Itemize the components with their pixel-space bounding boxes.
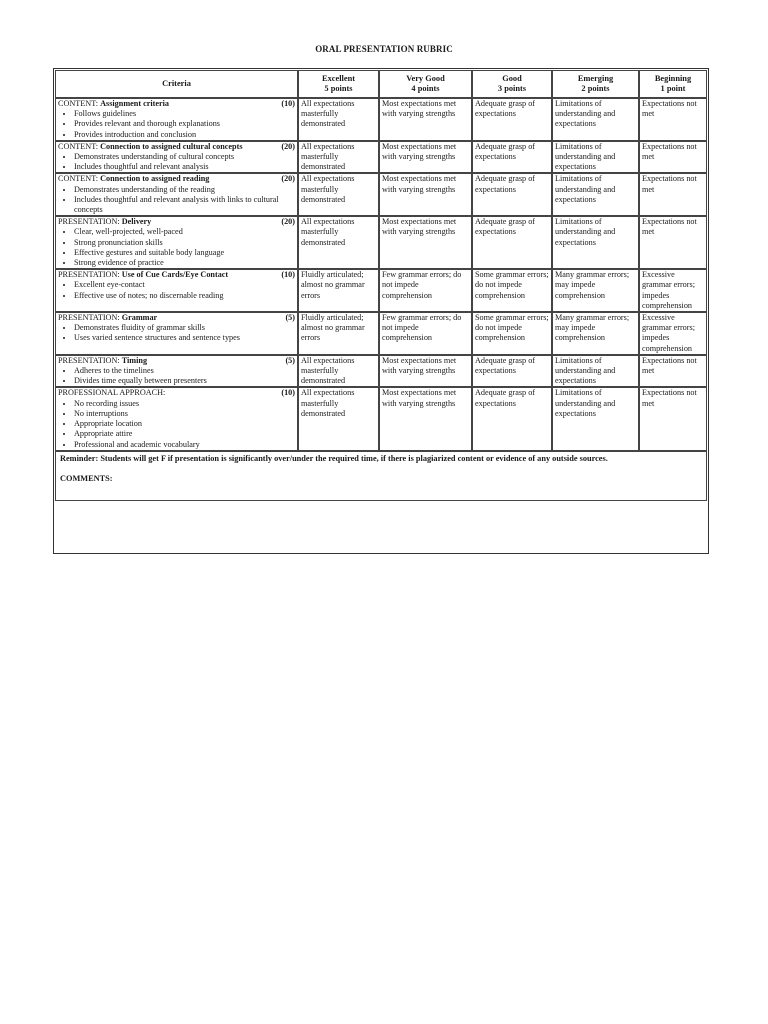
criterion-category: CONTENT:	[58, 99, 99, 108]
criterion-row	[55, 269, 707, 312]
criterion-heading	[58, 356, 295, 366]
level-cell-very-good: Most expectations met with varying strengths	[379, 216, 472, 269]
criterion-heading	[58, 174, 295, 184]
criterion-cell	[55, 269, 298, 312]
bullet-item: • No recording issues	[74, 399, 295, 409]
criterion-weight: (5)	[285, 313, 295, 323]
level-cell-emerging: Limitations of understanding and expectations	[552, 355, 639, 388]
level-cell-excellent: Fluidly articulated; almost no grammar errors	[298, 312, 379, 355]
footer-row	[55, 451, 707, 501]
footer-cell	[55, 451, 707, 501]
level-cell-excellent: All expectations masterfully demonstrated	[298, 387, 379, 450]
criterion-name: Use of Cue Cards/Eye Contact	[121, 270, 229, 280]
criterion-weight: (20)	[281, 174, 295, 184]
level-cell-emerging: Limitations of understanding and expectations	[552, 173, 639, 216]
level-cell-good: Some grammar errors; do not impede comprehension	[472, 269, 552, 312]
bullet-item: • Adheres to the timelines	[74, 366, 295, 376]
criterion-title	[58, 356, 147, 366]
criterion-bullets	[58, 152, 295, 172]
level-cell-beginning: Expectations not met	[639, 387, 707, 450]
level-cell-beginning: Expectations not met	[639, 173, 707, 216]
criterion-bullets	[58, 280, 295, 300]
level-cell-good: Some grammar errors; do not impede comprehension	[472, 312, 552, 355]
criterion-row	[55, 216, 707, 269]
level-cell-good: Adequate grasp of expectations	[472, 98, 552, 141]
criterion-title	[58, 142, 243, 152]
bullet-item: • Appropriate attire	[74, 429, 295, 439]
level-cell-beginning: Expectations not met	[639, 355, 707, 388]
criterion-weight: (10)	[281, 99, 295, 108]
bullet-item: • Includes thoughtful and relevant analysis with links to cultural concepts	[74, 195, 295, 215]
criterion-row	[55, 98, 707, 141]
header-emerging: Emerging 2 points	[552, 70, 639, 98]
criterion-name: Connection to assigned reading	[100, 174, 210, 184]
criterion-heading	[58, 142, 295, 152]
bullet-item: • Effective gestures and suitable body language	[74, 248, 295, 258]
criterion-heading	[58, 313, 295, 323]
criterion-weight: (20)	[281, 141, 295, 151]
bullet-item: • Follows guidelines	[74, 109, 295, 119]
criterion-title	[58, 99, 169, 109]
comments-label: COMMENTS:	[60, 473, 113, 483]
page-title: ORAL PRESENTATION RUBRIC	[315, 44, 453, 54]
level-cell-very-good: Most expectations met with varying strengths	[379, 173, 472, 216]
bullet-item: • Clear, well-projected, well-paced	[74, 227, 295, 237]
criterion-cell	[55, 312, 298, 355]
criterion-heading	[58, 388, 295, 398]
bullet-item: • Excellent eye-contact	[74, 280, 295, 290]
criterion-name: Connection to assigned cultural concepts	[100, 141, 243, 151]
level-cell-very-good: Few grammar errors; do not impede comprehension	[379, 312, 472, 355]
criterion-bullets	[58, 109, 295, 140]
bullet-item: • Provides relevant and thorough explanations	[74, 119, 295, 129]
criterion-cell	[55, 173, 298, 216]
criterion-category: PRESENTATION:	[58, 355, 120, 365]
level-cell-beginning: Excessive grammar errors; impedes comprehension	[639, 312, 707, 355]
criterion-cell	[55, 141, 298, 174]
criterion-row	[55, 355, 707, 388]
level-cell-very-good: Most expectations met with varying strengths	[379, 98, 472, 141]
criterion-category: PRESENTATION:	[58, 270, 120, 280]
criterion-row	[55, 387, 707, 450]
rubric-table	[55, 70, 707, 501]
criterion-weight: (20)	[281, 217, 295, 227]
level-cell-emerging: Limitations of understanding and expectations	[552, 141, 639, 174]
header-beginning: Beginning 1 point	[639, 70, 707, 98]
level-cell-good: Adequate grasp of expectations	[472, 173, 552, 216]
bullet-item: • Demonstrates understanding of cultural concepts	[74, 152, 295, 162]
header-excellent: Excellent 5 points	[298, 70, 379, 98]
criterion-heading	[58, 99, 295, 109]
criterion-bullets	[58, 399, 295, 450]
level-cell-good: Adequate grasp of expectations	[472, 216, 552, 269]
criterion-title	[58, 313, 157, 323]
level-cell-excellent: All expectations masterfully demonstrated	[298, 173, 379, 216]
criterion-title	[58, 217, 151, 227]
level-cell-emerging: Many grammar errors; may impede comprehension	[552, 269, 639, 312]
criterion-bullets	[58, 366, 295, 386]
criterion-weight: (10)	[281, 270, 295, 280]
level-cell-excellent: Fluidly articulated; almost no grammar errors	[298, 269, 379, 312]
criterion-category: PRESENTATION:	[58, 217, 120, 227]
level-cell-beginning: Excessive grammar errors; impedes comprehension	[639, 269, 707, 312]
reminder-text: Reminder: Students will get F if presentation is significantly over/under the required time, if there is plagiarized content or evidence of any outside sources.	[60, 453, 608, 463]
bullet-item: • Strong pronunciation skills	[74, 238, 295, 248]
level-cell-emerging: Many grammar errors; may impede comprehension	[552, 312, 639, 355]
criterion-cell	[55, 355, 298, 388]
level-cell-good: Adequate grasp of expectations	[472, 387, 552, 450]
level-cell-emerging: Limitations of understanding and expectations	[552, 387, 639, 450]
criterion-category: PRESENTATION:	[58, 313, 120, 323]
criterion-weight: (5)	[285, 355, 295, 365]
bullet-item: • Provides introduction and conclusion	[74, 130, 295, 140]
bullet-item: • Demonstrates fluidity of grammar skills	[74, 323, 295, 333]
level-cell-excellent: All expectations masterfully demonstrated	[298, 141, 379, 174]
header-row	[55, 70, 707, 98]
criterion-row	[55, 173, 707, 216]
bullet-item: • Strong evidence of practice	[74, 258, 295, 268]
criterion-bullets	[58, 185, 295, 216]
criterion-name: Grammar	[121, 313, 158, 323]
level-cell-excellent: All expectations masterfully demonstrated	[298, 355, 379, 388]
level-cell-beginning: Expectations not met	[639, 98, 707, 141]
criterion-name: Assignment criteria	[100, 99, 170, 108]
criterion-bullets	[58, 227, 295, 268]
level-cell-excellent: All expectations masterfully demonstrated	[298, 98, 379, 141]
bullet-item: • Demonstrates understanding of the reading	[74, 185, 295, 195]
level-cell-beginning: Expectations not met	[639, 216, 707, 269]
header-criteria: Criteria	[55, 70, 298, 98]
bullet-item: • Professional and academic vocabulary	[74, 440, 295, 450]
criterion-heading	[58, 217, 295, 227]
criterion-bullets	[58, 323, 295, 343]
criterion-title	[58, 388, 165, 398]
level-cell-good: Adequate grasp of expectations	[472, 141, 552, 174]
bullet-item: • Uses varied sentence structures and sentence types	[74, 333, 295, 343]
criterion-name: Delivery	[121, 217, 152, 227]
criterion-title	[58, 174, 209, 184]
bullet-item: • No interruptions	[74, 409, 295, 419]
criterion-heading	[58, 270, 295, 280]
bullet-item: • Divides time equally between presenters	[74, 376, 295, 386]
level-cell-very-good: Most expectations met with varying strengths	[379, 141, 472, 174]
bullet-item: • Effective use of notes; no discernable reading	[74, 291, 295, 301]
level-cell-very-good: Most expectations met with varying strengths	[379, 387, 472, 450]
level-cell-emerging: Limitations of understanding and expectations	[552, 98, 639, 141]
criterion-category: CONTENT:	[58, 141, 99, 151]
criterion-category: PROFESSIONAL APPROACH:	[58, 388, 166, 398]
bullet-item: • Includes thoughtful and relevant analysis	[74, 162, 295, 172]
level-cell-excellent: All expectations masterfully demonstrated	[298, 216, 379, 269]
criterion-row	[55, 141, 707, 174]
criterion-cell	[55, 98, 298, 141]
header-good: Good 3 points	[472, 70, 552, 98]
rubric-container	[53, 68, 709, 554]
level-cell-beginning: Expectations not met	[639, 141, 707, 174]
criterion-weight: (10)	[281, 388, 295, 398]
bullet-item: • Appropriate location	[74, 419, 295, 429]
criterion-name: Timing	[121, 355, 148, 365]
criterion-category: CONTENT:	[58, 174, 99, 184]
level-cell-emerging: Limitations of understanding and expectations	[552, 216, 639, 269]
criterion-cell	[55, 387, 298, 450]
criterion-row	[55, 312, 707, 355]
header-very-good: Very Good 4 points	[379, 70, 472, 98]
criterion-cell	[55, 216, 298, 269]
level-cell-very-good: Few grammar errors; do not impede comprehension	[379, 269, 472, 312]
criterion-title	[58, 270, 228, 280]
level-cell-good: Adequate grasp of expectations	[472, 355, 552, 388]
level-cell-very-good: Most expectations met with varying strengths	[379, 355, 472, 388]
